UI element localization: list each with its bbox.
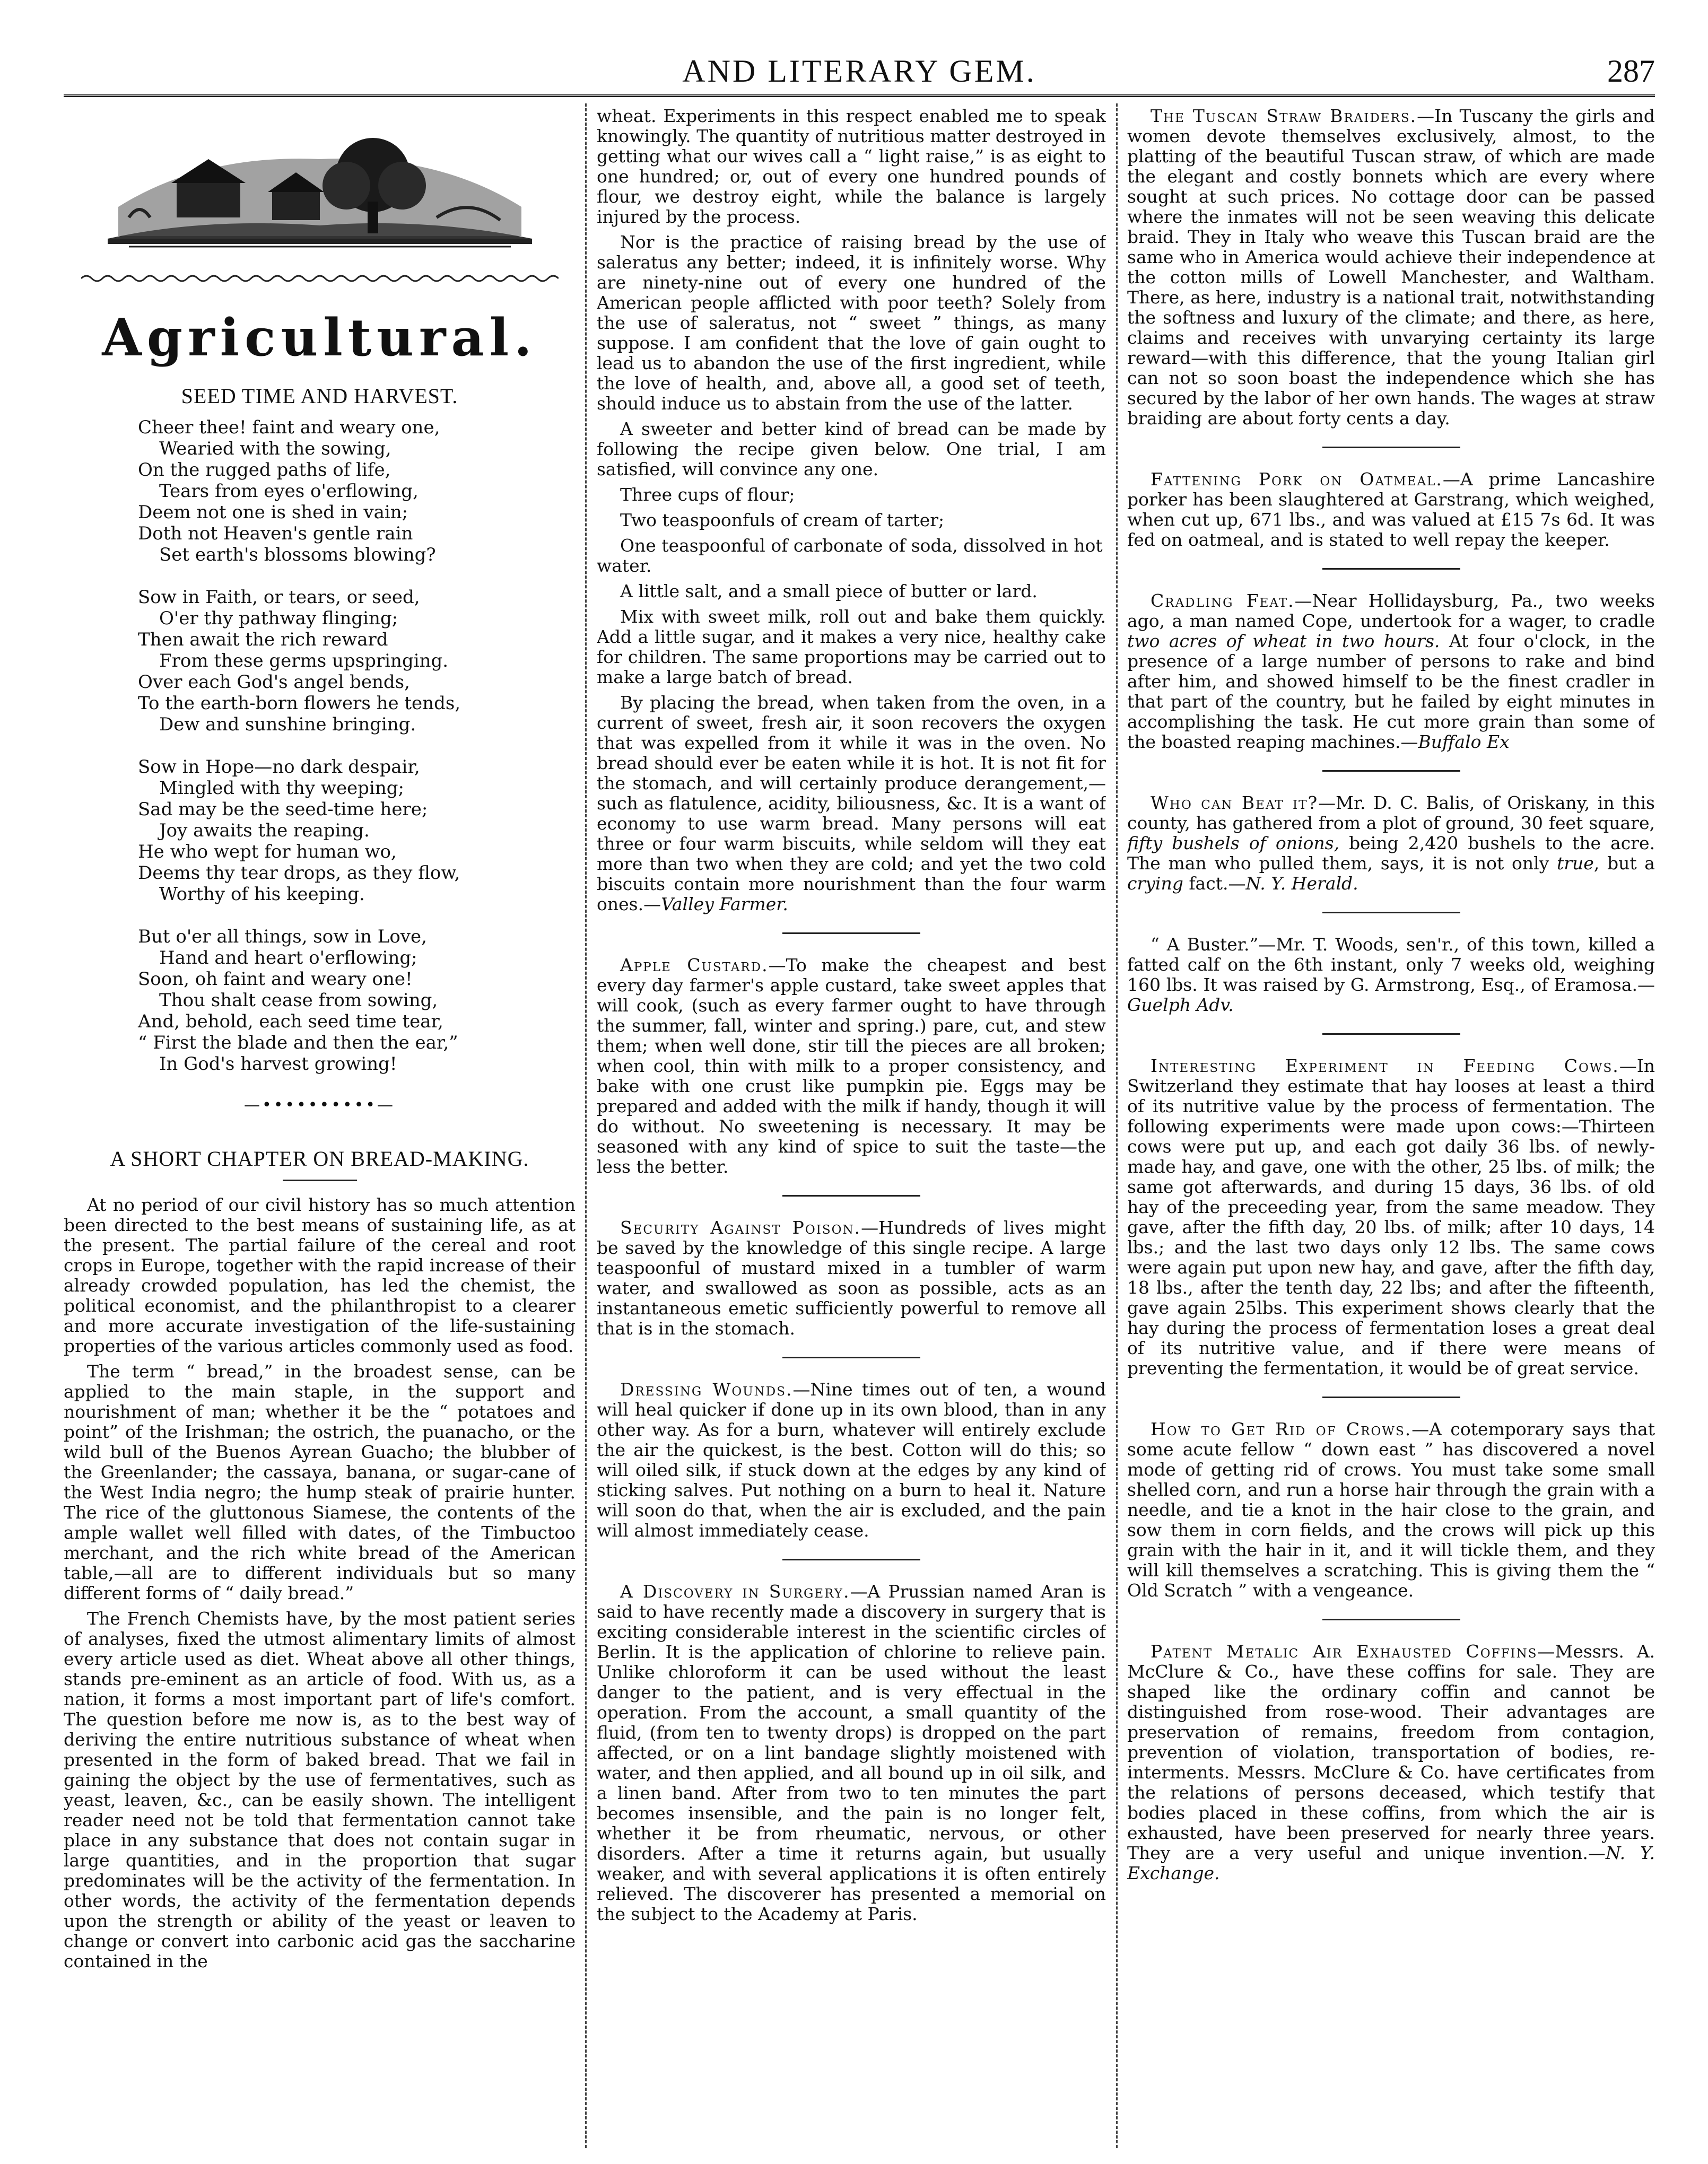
item-text: —Near Hollidaysburg, Pa., two weeks ago, a man named Cope, undertook for a wager, to cradle xyxy=(1127,590,1655,631)
section-rule xyxy=(1322,770,1460,772)
item-title: Dressing Wounds. xyxy=(620,1379,793,1400)
section-rule xyxy=(1322,568,1460,570)
item-text: —In Switzerland they estimate that hay looses at least a third of its nutritive value by the process of fermentation. The following experiments were made upon cows:—Thirteen cows were put up, and each got daily 36 lbs. of newly-made hay, and gave, one with the other, 25 lbs. of milk; the same got afterwards, and during 15 days, 36 lbs. of old hay of the preceeding year, from the same meadow. They gave, after the fifth day, 20 lbs. of milk; after 10 days, 14 lbs.; and the last two days only 12 lbs. The same cows were again put upon new hay, and gave, after the fifth day, 18 lbs., after the tenth day, 22 lbs; and after the fifteenth, gave again 25lbs. This experiment shows clearly that the hay during the process of fermentation loses a great deal of its nutritive value, and if there were means of preventing the fermentation, it would be of great service. xyxy=(1127,1055,1655,1378)
recipe-item: A little salt, and a small piece of butter or lard. xyxy=(620,581,1038,601)
poem-line: Deem not one is shed in vain; xyxy=(138,502,408,523)
item-title: Fattening Pork on Oatmeal. xyxy=(1151,469,1443,490)
italic-text: two acres of wheat in two hours. xyxy=(1127,631,1440,651)
item-text: —Hundreds of lives might be saved by the knowledge of this single recipe. A large teaspoonful of mustard mixed in a tumbler of warm water, and swallowed as soon as possible, acts as an instantaneous emetic sufficiently powerful to remove all that is in the stomach. xyxy=(597,1217,1106,1339)
ornament-divider: —••••••••••— xyxy=(244,1096,395,1114)
column-rule xyxy=(1116,103,1118,2148)
italic-text: true xyxy=(1556,853,1594,874)
section-rule xyxy=(782,932,920,934)
item-title: Interesting Experiment in Feeding Cows. xyxy=(1151,1055,1619,1076)
section-rule xyxy=(1322,1619,1460,1620)
italic-text: fifty bushels of onions, xyxy=(1127,833,1340,853)
poem-stanza xyxy=(138,417,576,565)
poem-line: Dew and sunshine bringing. xyxy=(159,714,416,735)
poem-line: He who wept for human wo, xyxy=(138,841,397,862)
recipe-item: One teaspoonful of carbonate of soda, dissolved in hot water. xyxy=(597,535,1103,576)
paragraph: The term “ bread,” in the broadest sense, can be applied to the main staple, in the support and nourishment of man; whether it be the “ potatoes and point” of the Irishman; the ostrich, the puanacho, or the wild bull of the Buenos Ayrean Guacho; the blubber of the Greenlander; the cassaya, banana, or sugar-cane of the West India negro; the hump steak of prairie hunter. The rice of the gluttonous Siamese, the contents of the ample wallet well filled with dates, of the Timbuctoo merchant, and the rich white bread of the American table,—all are to different individuals but so many different forms of “ daily bread.” xyxy=(64,1361,576,1603)
item-pork xyxy=(1127,469,1655,550)
column-middle xyxy=(597,106,1106,2148)
poem-line: Doth not Heaven's gentle rain xyxy=(138,523,413,544)
item-text: —A prime Lancashire porker has been slaughtered at Garstrang, which weighed, when cut up, 671 lbs., and was valued at £15 7s 6d. It was fed on oatmeal, and is stated to well repay the keeper. xyxy=(1127,469,1655,550)
source-credit: N. Y. Exchange. xyxy=(1127,1843,1655,1883)
poem-line: Soon, oh faint and weary one! xyxy=(138,968,413,990)
wavy-divider xyxy=(81,270,559,286)
item-apple-custard xyxy=(597,955,1106,1177)
italic-text: crying xyxy=(1127,873,1183,894)
item-crows xyxy=(1127,1419,1655,1601)
item-cows xyxy=(1127,1056,1655,1378)
column-right xyxy=(1127,106,1655,2148)
section-rule xyxy=(1322,447,1460,448)
poem-line: Mingled with thy weeping; xyxy=(159,778,404,799)
item-text: , but a xyxy=(1593,853,1655,874)
item-text: —Messrs. A. McClure & Co., have these coffins for sale. They are shaped like the ordinary coffin and cannot be distinguished from rose-wood. Their advantages are preservation of remains, freedom from contagion, prevention of violation, transportation of bodies, re-interments. Messrs. McClure & Co. have certificates from the relations of persons deceased, which testify that bodies placed in these coffins, from which the air is exhausted, have been preserved for nearly three years. They are a very useful and unique invention.— xyxy=(1127,1641,1655,1863)
paragraph-text: By placing the bread, when taken from the oven, in a current of sweet, fresh air, it soon recovers the oxygen that was expelled from it while it was in the oven. No bread should ever be eaten while it is hot. It is not fit for the stomach, and will certainly produce derangement,—such as flatulence, acidity, biliousness, &c. It is a want of economy to use warm bread. Many persons will eat three or four warm biscuits, while seldom will they eat more than two when they are cold; and yet the two cold biscuits contain more nourishment than the four warm ones.— xyxy=(597,692,1106,914)
item-straw-braiders xyxy=(1127,106,1655,429)
poem-line: But o'er all things, sow in Love, xyxy=(138,926,427,947)
farm-scene-illustration xyxy=(97,111,543,270)
item-text: —A cotemporary says that some acute fellow “ down east ” has discovered a novel mode of getting rid of crows. You must take some small shelled corn, and run a horse hair through the grain with a needle, and tie a knot in the hair close to the grain, and sow them in corn fields, and the crows will pick up this grain with the hair in it, and it will tickle them, and they will kill themselves a scratching. This is giving them the “ Old Scratch ” with a vengeance. xyxy=(1127,1419,1655,1601)
item-title: Who can Beat it? xyxy=(1151,792,1319,813)
item-title: Patent Metalic Air Exhausted Coffins xyxy=(1151,1641,1538,1662)
item-title: Security Against Poison. xyxy=(620,1217,861,1238)
item-text: —To make the cheapest and best every day farmer's apple custard, take sweet apples that will cook, (such as every farmer ought to have through the summer, fall, winter and spring.) pare, cut, and stew them; when well done, stir till the pieces are all broken; when cool, thin with milk to a proper consistency, and bake with one crust like pumpkin pie. Eggs may be prepared and added with the milk if handy, though it will do without. No sweetening is necessary. It may be seasoned with any kind of spice to suit the taste—the less the better. xyxy=(597,955,1106,1177)
recipe-item: Three cups of flour; xyxy=(620,484,795,505)
section-rule xyxy=(1322,1397,1460,1398)
poem-line: O'er thy pathway flinging; xyxy=(159,608,398,629)
item-wounds xyxy=(597,1380,1106,1541)
section-rule xyxy=(1322,912,1460,913)
recipe-item: Two teaspoonfuls of cream of tarter; xyxy=(620,510,945,530)
paragraph: wheat. Experiments in this respect enabled me to speak knowingly. The quantity of nutritious matter destroyed in getting what our wives call a “ light raise,” is as eight to one hundred; or, out of every one hundred pounds of flour, we destroy eight, while the balance is largely injured by the process. xyxy=(597,106,1106,227)
item-text: —Mr. D. C. Balis, of Oriskany, in this county, has gathered from a plot of ground, 30 feet square, xyxy=(1127,792,1655,833)
header-rule xyxy=(64,94,1655,97)
poem-line: Thou shalt cease from sowing, xyxy=(159,990,438,1011)
poem-line: Hand and heart o'erflowing; xyxy=(159,947,417,968)
item-title: The Tuscan Straw Braiders. xyxy=(1151,106,1417,126)
poem-line: Over each God's angel bends, xyxy=(138,671,410,693)
poem-line: From these germs upspringing. xyxy=(159,650,449,671)
item-text: fact.— xyxy=(1183,873,1246,894)
poem-line: Then await the rich reward xyxy=(138,629,388,650)
item-title: Cradling Feat. xyxy=(1151,590,1295,611)
poem-line: “ First the blade and then the ear,” xyxy=(138,1032,458,1053)
item-text: “ A Buster.”—Mr. T. Woods, sen'r., of this town, killed a fatted calf on the 6th instant, only 7 weeks old, weighing 160 lbs. It was raised by G. Armstrong, Esq., of Eramosa.— xyxy=(1127,934,1655,995)
section-title: Agricultural. xyxy=(102,308,537,368)
source-credit: Buffalo Ex xyxy=(1418,731,1510,752)
item-text: —A Prussian named Aran is said to have recently made a discovery in surgery that is exciting considerable interest in the scientific circles of Berlin. It is the application of chlorine to relieve pain. Unlike chloroform it can be used without the least danger to the patient, and is very effectual in the operation. From the account, a small quantity of the fluid, (from ten to twenty drops) is dropped on the part affected, or on a lint bandage slightly moistened with water, and then applied, and all bound up in oil silk, and a linen band. After from two to ten minutes the part becomes insensible, and the pain is no longer felt, whether it be from rheumatic, nervous, or other disorders. After a time it returns again, but usually weaker, and with several applications it is often entirely relieved. The discoverer has presented a memorial on the subject to the Academy at Paris. xyxy=(597,1581,1106,1924)
poem-line: Sow in Hope—no dark despair, xyxy=(138,756,420,778)
section-rule xyxy=(782,1195,920,1197)
paragraph: Nor is the practice of raising bread by the use of saleratus any better; indeed, it is infinitely worse. Why are ninety-nine out of every one hundred of the American people afflicted with poor teeth? Solely from the use of saleratus, not “ sweet ” things, as many suppose. I am confident that the love of gain ought to lead us to abandon the use of the first ingredient, while the love of health, and, above all, a good set of teeth, should induce us to abstain from the use of the latter. xyxy=(597,232,1106,414)
item-text: being 2,420 bushels to the acre. The man who pulled them, says, it is not only xyxy=(1127,833,1655,874)
page-header xyxy=(64,53,1655,95)
item-text: —Nine times out of ten, a wound will heal quicker if done up in its own blood, than in any other way. As for a burn, whatever will entirely exclude the air the quickest, is the best. Cotton will do this; so will oiled silk, if stuck down at the edges by any kind of sticking salves. Put nothing on a burn to heal it. Nature will soon do that, when the air is excluded, and the pain will almost immediately cease. xyxy=(597,1379,1106,1541)
poem-stanza xyxy=(138,756,576,905)
running-title: AND LITERARY GEM. xyxy=(682,54,1036,89)
column-left xyxy=(64,106,576,2148)
short-rule xyxy=(283,1180,357,1181)
paragraph: The French Chemists have, by the most patient series of analyses, fixed the utmost alimentary limits of almost every article used as diet. Wheat above all other things, stands pre-eminent as an article of food. With us, as a nation, it forms a most important part of life's comfort. The question before me now is, as to the best way of deriving the entire nutritious substance of wheat when presented in the form of baked bread. That we fail in gaining the object by the use of fermentatives, such as yeast, leaven, &c., can be easily shown. The intelligent reader need not be told that fermentation cannot take place in any substance that does not contain sugar in large quantities, and in the proportion that sugar predominates will be the activity of the fermentation. In other words, the activity of the fermentation depends upon the strength or ability of the yeast or leaven to change or convert into carbonic acid gas the saccharine contained in the xyxy=(64,1608,576,1971)
item-coffins xyxy=(1127,1642,1655,1883)
paragraph: At no period of our civil history has so much attention been directed to the best means of sustaining life, as at the present. The partial failure of the cereal and root crops in Europe, together with the rapid increase of their already crowded population, has led the chemist, the political economist, and the philanthropist to a clearer and more accurate investigation of the life-sustaining properties of the various articles commonly used as food. xyxy=(64,1194,576,1356)
source-credit: N. Y. Herald. xyxy=(1245,873,1358,894)
poem-line: Joy awaits the reaping. xyxy=(159,820,370,841)
item-text: At four o'clock, in the presence of a large number of persons to rake and bind after him, and showed himself to be the finest cradler in that part of the country, but he failed by eight minutes in accomplishing the task. He cut more grain than some of the boasted reaping machines.— xyxy=(1127,631,1655,752)
poem-line: Cheer thee! faint and weary one, xyxy=(138,417,440,438)
paragraph xyxy=(597,693,1106,914)
poem-line: Deems thy tear drops, as they flow, xyxy=(138,862,460,884)
section-rule xyxy=(782,1559,920,1560)
item-title: How to Get Rid of Crows. xyxy=(1151,1419,1412,1439)
item-cradling xyxy=(1127,591,1655,752)
item-title: Apple Custard. xyxy=(620,955,769,975)
item-title: A Discovery in Surgery. xyxy=(620,1581,850,1602)
item-buster xyxy=(1127,935,1655,1015)
poem-line: Set earth's blossoms blowing? xyxy=(159,544,436,565)
poem-line: Tears from eyes o'erflowing, xyxy=(159,481,419,502)
paragraph: A sweeter and better kind of bread can be made by following the recipe given below. One trial, I am satisfied, will convince any one. xyxy=(597,418,1106,479)
poem-line: Wearied with the sowing, xyxy=(159,438,391,459)
page-number: 287 xyxy=(1607,54,1655,89)
section-rule xyxy=(782,1357,920,1358)
poem-line: Sad may be the seed-time here; xyxy=(138,799,428,820)
section-rule xyxy=(1322,1033,1460,1035)
item-text: —In Tuscany the girls and women devote themselves exclusively, almost, to the platting of the beautiful Tuscan straw, of which are made the elegant and costly bonnets which are every where sought at such prices. No cottage door can be passed where the inmates will not be seen weaving this delicate braid. They in Italy who weave this Tuscan braid are the same who in America would achieve their independence at the cotton mills of Lowell Manchester, and Waltham. There, as here, industry is a national trait, notwithstanding the softness and luxury of the climate; and there, as here, claims and receives with unvarying certainty its large reward—with this difference, that the young Italian girl can not so soon boast the independence which she has secured by the labor of her own hands. The wages at straw braiding are about forty cents a day. xyxy=(1127,106,1655,429)
poem-line: Worthy of his keeping. xyxy=(159,884,365,905)
poem-stanza xyxy=(138,926,576,1075)
item-surgery xyxy=(597,1582,1106,1924)
poem-line: To the earth-born flowers he tends, xyxy=(138,693,461,714)
source-credit: Valley Farmer. xyxy=(661,894,788,914)
column-rule xyxy=(585,103,587,2148)
poem-title: SEED TIME AND HARVEST. xyxy=(181,384,458,408)
poem-line: Sow in Faith, or tears, or seed, xyxy=(138,587,420,608)
poem-line: And, behold, each seed time tear, xyxy=(138,1011,443,1032)
source-credit: Guelph Adv. xyxy=(1127,994,1234,1015)
poem-line: In God's harvest growing! xyxy=(159,1053,397,1075)
poem-stanza xyxy=(138,587,576,735)
poem-line: On the rugged paths of life, xyxy=(138,459,391,481)
item-poison xyxy=(597,1218,1106,1339)
item-who-can-beat xyxy=(1127,793,1655,894)
paragraph: Mix with sweet milk, roll out and bake them quickly. Add a little sugar, and it makes a very nice, healthy cake for children. The same proportions may be carried out to make a large batch of bread. xyxy=(597,606,1106,687)
article-title: A SHORT CHAPTER ON BREAD-MAKING. xyxy=(110,1147,529,1171)
